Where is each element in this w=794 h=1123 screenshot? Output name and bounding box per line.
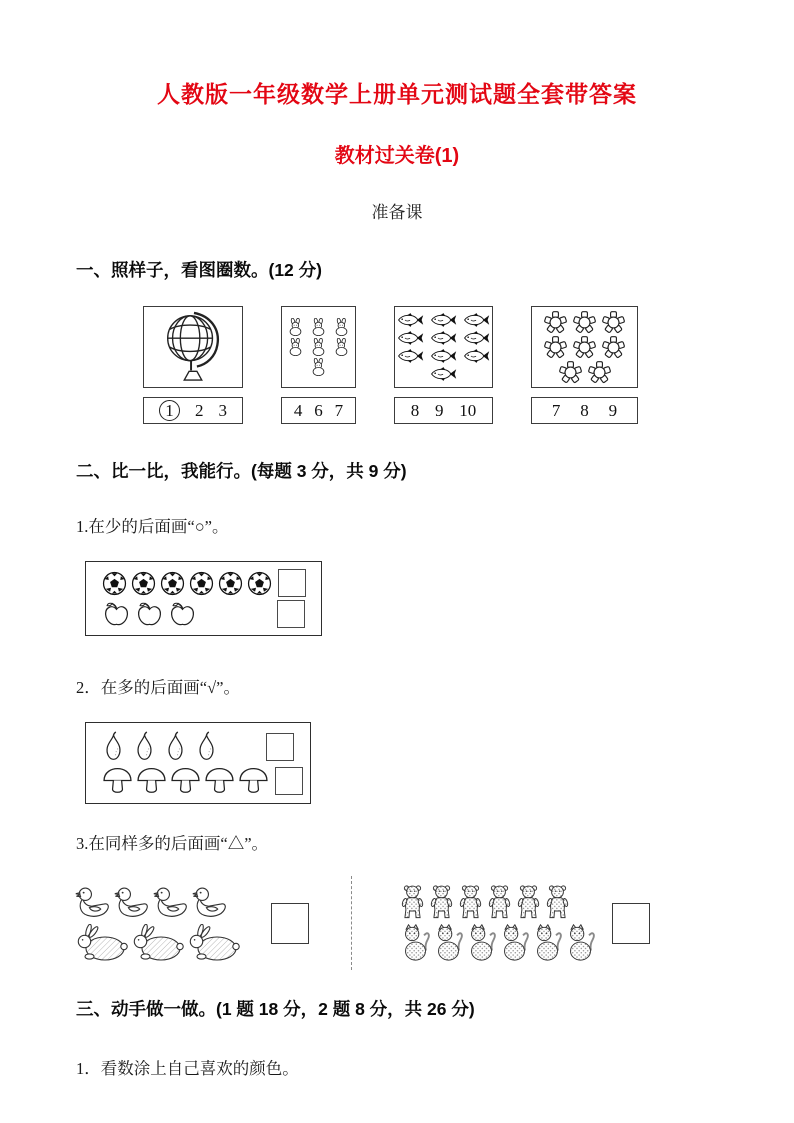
tiger-icon: [487, 884, 512, 920]
duck-icon: [114, 885, 151, 920]
question-1-label: 1.在少的后面画“○”。: [76, 517, 229, 536]
answer-box: [271, 903, 309, 944]
apples-icons: [102, 601, 197, 628]
count-and-circle-exercise: [143, 306, 794, 424]
strip-number: 7: [334, 401, 344, 420]
tigers-row: [400, 884, 596, 920]
picture-box-globe: [143, 306, 243, 388]
soccer-ball-icon: [247, 571, 272, 596]
apples-row: [102, 600, 305, 628]
mushroom-icon: [238, 767, 269, 794]
question-3-label: 3.在同样多的后面画“△”。: [76, 834, 269, 853]
strip-number: 7: [551, 401, 561, 420]
fish-icon: [463, 330, 490, 346]
soccer-balls-row: [102, 569, 305, 597]
strip-number: 4: [293, 401, 303, 420]
rabbit-icon: [310, 318, 327, 336]
mushroom-icon: [170, 767, 201, 794]
doll-icon: [602, 336, 625, 359]
bunny-icon: [187, 924, 241, 962]
exercise-column-rabbits: [281, 306, 356, 424]
fish-icon: [430, 348, 457, 364]
picture-box-rabbits: [281, 306, 356, 388]
circled-number: 1: [159, 400, 180, 421]
strip-number: 10: [459, 401, 477, 420]
soccer-ball-icon: [160, 571, 185, 596]
strip-number: 8: [580, 401, 589, 420]
answer-box: [278, 569, 306, 597]
strip-number: 9: [608, 401, 618, 420]
globe-icon: [161, 310, 225, 384]
bunnies-row: [75, 924, 241, 962]
picture-box-dolls: [531, 306, 638, 388]
apple-icon: [135, 601, 164, 628]
bunny-icon: [131, 924, 185, 962]
doll-icon: [588, 361, 611, 384]
mushrooms-icons: [102, 767, 269, 794]
cats-row: [400, 924, 596, 962]
apple-icon: [102, 601, 131, 628]
doll-icon: [544, 336, 567, 359]
rabbit-icon: [287, 338, 304, 356]
lesson-title: 准备课: [371, 203, 423, 222]
cat-icon: [433, 924, 464, 962]
doll-icon: [573, 311, 596, 334]
duck-icon: [192, 885, 229, 920]
tiger-icon: [429, 884, 454, 920]
fish-icon: [397, 348, 424, 364]
same-amount-exercise: [75, 876, 794, 970]
duck-icon: [75, 885, 112, 920]
tiger-icon: [545, 884, 570, 920]
pear-icon: [195, 731, 218, 762]
fish-icon: [430, 366, 457, 382]
fish-icon: [430, 330, 457, 346]
fish-icon: [397, 330, 424, 346]
dashed-divider: [351, 876, 352, 970]
section-three-question-1-label: 1．看数涂上自己喜欢的颜色。: [76, 1059, 299, 1078]
strip-number: 8: [410, 401, 420, 420]
compare-box-balls-apples: [85, 561, 322, 636]
number-strip-fish: [394, 397, 493, 424]
answer-box: [266, 733, 294, 761]
number-strip-rabbits: [281, 397, 356, 424]
doll-icon: [544, 311, 567, 334]
exercise-column-globe: [143, 306, 243, 424]
section-one-heading: 一、照样子，看图圈数。(12 分): [76, 260, 322, 280]
soccer-balls-icons: [102, 571, 272, 596]
mushroom-icon: [136, 767, 167, 794]
soccer-ball-icon: [218, 571, 243, 596]
doll-icon: [602, 311, 625, 334]
doll-icon: [559, 361, 582, 384]
cat-icon: [466, 924, 497, 962]
soccer-ball-icon: [131, 571, 156, 596]
fish-icon: [397, 312, 424, 328]
doll-icon: [573, 336, 596, 359]
exercise-column-dolls: [531, 306, 638, 424]
strip-number: 2: [195, 401, 204, 420]
mushrooms-row: [102, 767, 294, 795]
soccer-ball-icon: [189, 571, 214, 596]
document-title: 人教版一年级数学上册单元测试题全套带答案: [157, 81, 637, 107]
exercise-column-fish: [394, 306, 493, 424]
section-three-heading: 三、动手做一做。(1 题 18 分，2 题 8 分，共 26 分): [76, 999, 475, 1019]
picture-box-fish: [394, 306, 493, 388]
cat-icon: [499, 924, 530, 962]
pears-icons: [102, 731, 218, 762]
cat-icon: [532, 924, 563, 962]
duck-icon: [153, 885, 190, 920]
tiger-icon: [516, 884, 541, 920]
rabbit-icon: [333, 318, 350, 336]
section-two-heading: 二、比一比，我能行。(每题 3 分，共 9 分): [76, 461, 407, 481]
ducks-bunnies-group: [75, 885, 241, 962]
strip-number: 9: [435, 401, 444, 420]
rabbit-icon: [310, 358, 327, 376]
document-subtitle: 教材过关卷(1): [334, 145, 460, 167]
answer-box: [275, 767, 303, 795]
mushroom-icon: [102, 767, 133, 794]
cat-icon: [400, 924, 431, 962]
tigers-cats-group: [400, 884, 596, 962]
question-2-label: 2．在多的后面画“√”。: [76, 678, 240, 697]
strip-number: 3: [218, 401, 227, 420]
fish-icon: [463, 312, 490, 328]
number-strip-globe: [143, 397, 243, 424]
pear-icon: [102, 731, 125, 762]
soccer-ball-icon: [102, 571, 127, 596]
compare-box-pears-mushrooms: [85, 722, 311, 804]
answer-box: [277, 600, 305, 628]
bunny-icon: [75, 924, 129, 962]
rabbit-icon: [333, 338, 350, 356]
pear-icon: [164, 731, 187, 762]
tiger-icon: [458, 884, 483, 920]
answer-box: [612, 903, 650, 944]
number-strip-dolls: [531, 397, 638, 424]
rabbit-icon: [310, 338, 327, 356]
mushroom-icon: [204, 767, 235, 794]
ducks-row: [75, 885, 241, 920]
pears-row: [102, 731, 294, 762]
tiger-icon: [400, 884, 425, 920]
apple-icon: [168, 601, 197, 628]
fish-icon: [430, 312, 457, 328]
strip-number: 6: [314, 401, 323, 420]
rabbit-icon: [287, 318, 304, 336]
cat-icon: [565, 924, 596, 962]
fish-icon: [463, 348, 490, 364]
pear-icon: [133, 731, 156, 762]
